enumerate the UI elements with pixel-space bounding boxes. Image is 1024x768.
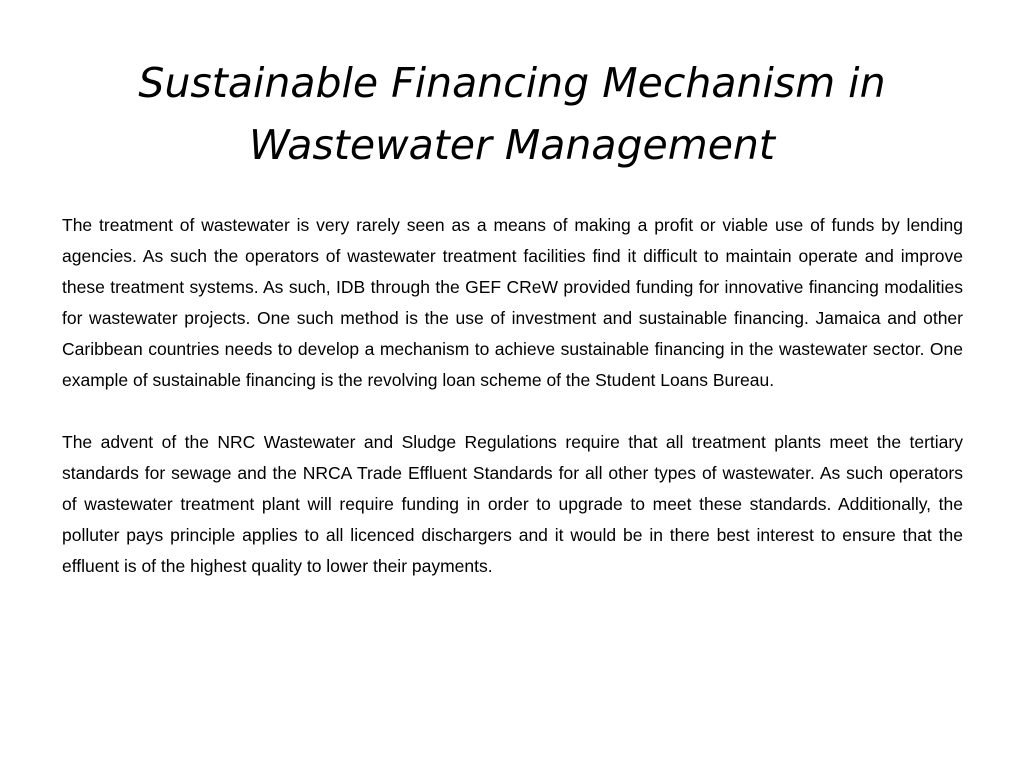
body-paragraph-1: The treatment of wastewater is very rarely seen as a means of making a profit or viable use of funds by lending agencies. As such the operators of wastewater treatment facilities find it difficult to maintain operate and improve these treatment systems. As such, IDB through the GEF CReW provided funding for innovative financing modalities for wastewater projects. One such method is the use of investment and sustainable financing. Jamaica and other Caribbean countries needs to develop a mechanism to achieve sustainable financing in the wastewater sector. One example of sustainable financing is the revolving loan scheme of the Student Loans Bureau.: [62, 215, 963, 390]
body-paragraph-2: The advent of the NRC Wastewater and Sludge Regulations require that all treatment plants meet the tertiary standards for sewage and the NRCA Trade Effluent Standards for all other types of wastewater. As such operators of wastewater treatment plant will require funding in order to upgrade to meet these standards. Additionally, the polluter pays principle applies to all licenced dischargers and it would be in there best interest to ensure that the effluent is of the highest quality to lower their payments.: [62, 432, 963, 576]
slide-title: Sustainable Financing Mechanism in Wastewater Management: [138, 59, 886, 169]
slide-body: [62, 210, 963, 582]
